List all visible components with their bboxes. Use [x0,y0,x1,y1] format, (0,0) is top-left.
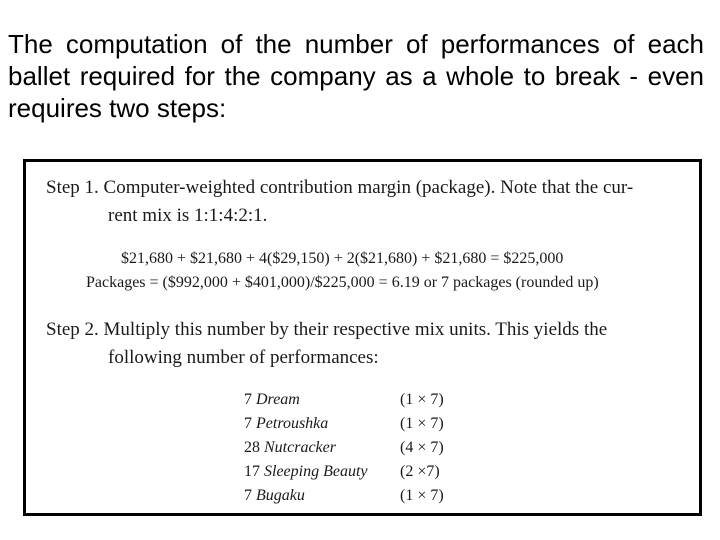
ballet-name: Sleeping Beauty [264,463,368,480]
performance-count: 7 [244,487,252,504]
performance-count: 7 [244,415,252,432]
performance-count: 17 [244,463,260,480]
mix-multiplier: (4 × 7) [400,439,444,456]
ballet-name: Dream [256,391,300,408]
ballet-name: Nutcracker [264,439,336,456]
equation-contribution: $21,680 + $21,680 + 4($29,150) + 2($21,680) + $21,680 = $225,000 [121,250,564,267]
performance-count: 28 [244,439,260,456]
performance-row [244,388,470,412]
performance-title [244,436,400,460]
step-2 [46,316,676,372]
step-1-label: Step 1. [46,177,99,198]
performance-title [244,388,400,412]
performance-row [244,484,470,508]
intro-paragraph: The computation of the number of performances of each ballet required for the company as a whole to break - even requires two steps: [8,29,704,123]
performance-title [244,460,400,484]
step-2-label: Step 2. [46,319,99,340]
mix-multiplier: (2 ×7) [400,463,440,480]
performance-title [244,484,400,508]
step-1-text-1: Computer-weighted contribution margin (package). Note that the cur- [103,177,634,198]
mix-multiplier: (1 × 7) [400,415,444,432]
performance-row [244,412,470,436]
scanned-figure [23,159,702,516]
equation-packages: Packages = ($992,000 + $401,000)/$225,000 = 6.19 or 7 packages (rounded up) [86,274,599,291]
step-2-line-1 [46,316,676,344]
performance-row [244,436,470,460]
performance-title [244,412,400,436]
step-2-text-1: Multiply this number by their respective mix units. This yields the [103,319,608,340]
ballet-name: Petroushka [256,415,329,432]
step-1-line-1 [46,174,676,202]
ballet-name: Bugaku [256,487,305,504]
step-2-text-2: following number of performances: [108,347,379,368]
performance-list [244,388,470,508]
step-1 [46,174,676,230]
mix-multiplier: (1 × 7) [400,487,444,504]
performance-count: 7 [244,391,252,408]
performance-row [244,460,470,484]
step-1-text-2: rent mix is 1:1:4:2:1. [108,205,268,226]
mix-multiplier: (1 × 7) [400,391,444,408]
